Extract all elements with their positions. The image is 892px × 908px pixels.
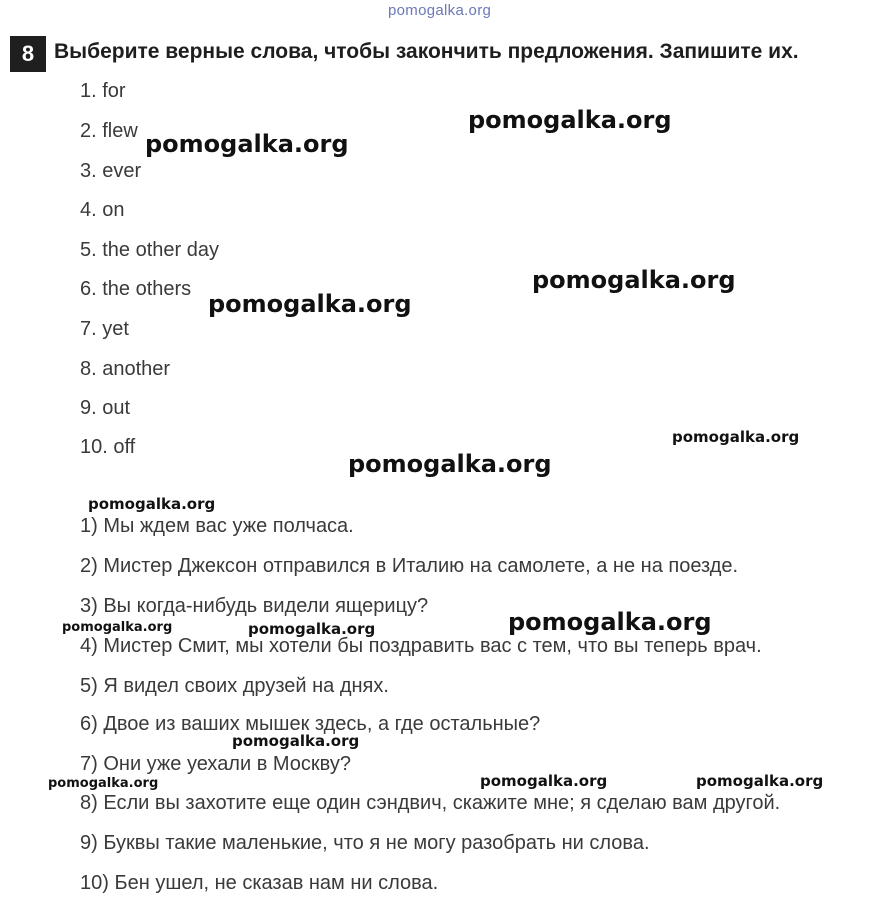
sentence-item: 8) Если вы захотите еще один сэндвич, скажите мне; я сделаю вам другой. — [80, 792, 781, 814]
watermark: pomogalka.org — [532, 266, 736, 294]
answer-item: 6. the others — [80, 278, 192, 300]
answer-item: 2. flew — [80, 120, 138, 142]
watermark: pomogalka.org — [508, 608, 712, 636]
sentence-item: 2) Мистер Джексон отправился в Италию на самолете, а не на поезде. — [80, 555, 739, 577]
answer-item: 9. out — [80, 397, 131, 419]
sentence-item: 5) Я видел своих друзей на днях. — [80, 675, 389, 697]
watermark: pomogalka.org — [672, 428, 800, 446]
answer-item: 5. the other day — [80, 239, 219, 261]
task-title: Выберите верные слова, чтобы закончить предложения. Запишите их. — [54, 40, 799, 63]
task-number-badge: 8 — [10, 36, 46, 72]
sentence-item: 7) Они уже уехали в Москву? — [80, 753, 351, 775]
answer-item: 8. another — [80, 358, 171, 380]
answer-item: 10. off — [80, 436, 136, 458]
watermark: pomogalka.org — [248, 620, 376, 638]
sentence-item: 1) Мы ждем вас уже полчаса. — [80, 515, 354, 537]
watermark: pomogalka.org — [468, 106, 672, 134]
watermark: pomogalka.org — [208, 290, 412, 318]
answer-item: 4. on — [80, 199, 125, 221]
sentence-item: 3) Вы когда-нибудь видели ящерицу? — [80, 595, 429, 617]
answer-item: 7. yet — [80, 318, 129, 340]
answer-item: 3. ever — [80, 160, 142, 182]
watermark: pomogalka.org — [88, 495, 216, 513]
top-watermark: pomogalka.org — [388, 2, 492, 19]
answer-item: 1. for — [80, 80, 126, 102]
watermark: pomogalka.org — [232, 732, 360, 750]
watermark: pomogalka.org — [480, 772, 608, 790]
sentence-item: 6) Двое из ваших мышек здесь, а где остальные? — [80, 713, 541, 735]
sentence-item: 9) Буквы такие маленькие, что я не могу разобрать ни слова. — [80, 832, 650, 854]
watermark: pomogalka.org — [62, 620, 173, 635]
watermark: pomogalka.org — [696, 772, 824, 790]
watermark: pomogalka.org — [348, 450, 552, 478]
watermark: pomogalka.org — [48, 776, 159, 791]
sentence-item: 10) Бен ушел, не сказав нам ни слова. — [80, 872, 439, 894]
sentence-item: 4) Мистер Смит, мы хотели бы поздравить вас с тем, что вы теперь врач. — [80, 635, 762, 657]
watermark: pomogalka.org — [145, 130, 349, 158]
